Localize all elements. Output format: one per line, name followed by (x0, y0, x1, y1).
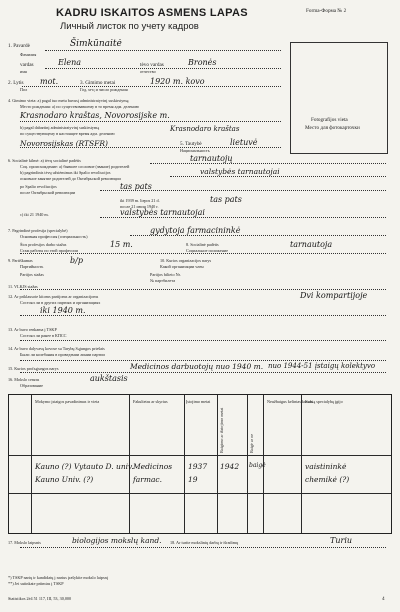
edu-row-1-completed: baigė (249, 462, 266, 469)
field-6-value-e: valstybės tarnautojai (120, 208, 205, 217)
field-4b-label-ru: по существующему в настоящее время адм. делению (20, 131, 115, 136)
field-7-label: 7. Pagrindinė profesija (specialybė) (8, 228, 68, 233)
field-6-value-d: tas pats (210, 195, 242, 204)
field-2-label: 2. Lytis (8, 80, 24, 86)
field-1-imya: имя (20, 69, 27, 74)
page-number: 4 (382, 596, 385, 602)
field-14-label: 14. Ar buvo dalyvavę kovose su Tarybų Sąjungos priešais (8, 346, 105, 351)
field-6-label: 6. Socialinė kilmė: a) tėvų socialinė padėtis (8, 158, 81, 163)
edu-header-finish-year: Baigimo ar išstojimo metai (219, 407, 224, 453)
field-4-label: 4. Gimimo vieta: a) pagal tuo metu buvusį administratyvinį suskirstymą (8, 98, 129, 103)
edu-row-1-speciality: vaistininkė (305, 462, 347, 471)
field-6-value-c: tas pats (120, 182, 152, 191)
field-10-ru: Какой организации член (160, 264, 204, 269)
field-6d-label: iki 1939 m. liepos 21 d. (120, 198, 160, 203)
field-13-ru: Состоял ли ранее в КПСС (20, 333, 67, 338)
field-10-stazas: Partijos stažas (20, 272, 44, 277)
field-9-value: b/p (70, 256, 83, 265)
field-7-stazas-ru: Стаж работы по этой профессии (20, 248, 78, 253)
field-4-value-b: Novorosijskas (RTSFR) (20, 139, 108, 148)
field-6-value-b: valstybės tarnautojai (200, 167, 280, 176)
field-4b-label: b) pagal dabartinį administratyvinį suskirstymą (20, 125, 100, 130)
field-13-label: 13. Ar buvo renkama į TSKP (8, 327, 57, 332)
edu-header-faculty: Fakultetas ar skyrius (133, 399, 168, 404)
field-2-ru: Пол (20, 87, 28, 92)
field-10-bilieto: Partijos bilieto Nr. (150, 272, 181, 277)
field-16-label: 16. Mokslo cenzas (8, 377, 40, 382)
field-5-label: 5. Tautybė (180, 141, 202, 147)
field-10-nr-ru: № партбилета (150, 278, 176, 283)
field-6e-label: c) iki 21 1940 m. (20, 212, 49, 217)
edu-row-1-institution: Kauno (?) Vytauto D. univ. (35, 462, 134, 471)
field-1-value: Šimkūnaitė (70, 39, 122, 49)
footnote-2: **) Jei sutinkate priimtas į TSKP (8, 581, 64, 586)
field-1-label-ru: Фамилия (20, 52, 37, 57)
field-12-value-2: iki 1940 m. (40, 306, 86, 315)
field-6c-label: po Spalio revoliucijos (20, 184, 57, 189)
field-2-value: mot. (40, 77, 59, 86)
edu-header-entry-year: Įstojimo metai (186, 399, 211, 404)
edu-header-completed: Baigė ar ne (249, 433, 254, 453)
form-number: Formа-Форма № 2 (306, 8, 347, 14)
field-6-ru: Соц. происхождение: а) бывшее сословие (звание) родителей (20, 164, 130, 169)
field-10-label: 10. Kurios organizacijos narys (160, 258, 212, 263)
field-6d-ru: после 21 июля 1940 г. (120, 204, 159, 209)
field-1-otchestvo: отчество (140, 69, 156, 74)
edu-row-2-entry: 19 (188, 475, 198, 484)
photo-label-ru: Место для фотокарточки (305, 125, 360, 131)
photo-label-lt: Fotografijos vieta (311, 117, 348, 123)
field-17-label: 17. Mokslo laipsnis (8, 540, 41, 545)
edu-row-1-faculty: Medicinos (133, 462, 173, 471)
field-6-value-a: tarnautojų (190, 154, 233, 163)
edu-row-2-speciality: chemikė (?) (305, 475, 350, 484)
field-1-vardas: vardas (20, 62, 34, 68)
field-4-value-a: Krasnodaro kraštas, Novorosijske m. (20, 111, 170, 120)
field-12-ru: Состоял ли в других партиях и организациях (20, 300, 101, 305)
field-1-tevo-value: Bronės (188, 58, 217, 67)
edu-header-course: Neužbaigus kelintas kursas (267, 399, 313, 404)
edu-row-1-entry: 1937 (188, 462, 208, 471)
field-5-ru: Национальность (180, 148, 210, 153)
field-8-ru: Социальное положение (186, 248, 228, 253)
field-7-value: gydytoja farmacininkė (150, 226, 241, 235)
field-11-label: 11. VLKJS stažas (8, 284, 38, 289)
field-1-label: 1. Pavardė (8, 43, 30, 49)
field-16-value: aukštasis (90, 374, 128, 383)
field-12-label: 12. Ar priklausote kitoms partijoms ar organizacijoms (8, 294, 99, 299)
field-8-value: tarnautoja (290, 240, 333, 249)
field-9-label: 9. Partiškumas (8, 258, 33, 263)
field-9-ru: Партийность (20, 264, 44, 269)
field-3-ru: Год, м-ц и число рождения (80, 87, 128, 92)
field-12-value: Dvi kompartijoje (300, 291, 368, 300)
field-15-label: 15. Kurios profsąjungos narys (8, 366, 59, 371)
field-18-value: Turiu (330, 536, 353, 545)
field-3-value: 1920 m. kovo (150, 77, 205, 86)
field-6b-ru: основное занятие родителей до Октябрьской революции (20, 176, 121, 181)
field-3-label: 3. Gimimo metai (80, 80, 116, 86)
education-table (8, 394, 392, 534)
field-14-ru: Были ли колебания в проведении линии партии (20, 352, 105, 357)
form-title-ru: Личный листок по учету кадров (60, 21, 199, 32)
edu-row-2-institution: Kauno Univ. (?) (35, 475, 94, 484)
form-title-lt: KADRU ISKAITOS ASMENS LAPAS (56, 7, 248, 19)
field-1-tevo: tėvo vardas (140, 62, 164, 68)
edu-row-2-faculty: farmac. (133, 475, 163, 484)
field-17-value: biologijos mokslų kand. (72, 536, 162, 545)
field-7-stazas-value: 15 m. (110, 240, 133, 249)
field-15-value: Medicinos darbuotojų nuo 1940 m. (130, 362, 264, 371)
field-4-label-ru: Место рождения: а) по существовавшему в то время адм. делению (20, 104, 139, 109)
field-6b-label: b) pagrindinis tėvų užsiėmimas iki Spalio revoliucijos (20, 170, 111, 175)
edu-row-1-finish: 1942 (220, 462, 240, 471)
field-8-label: 8. Socialinė padėtis (186, 242, 219, 247)
edu-header-speciality: Kokią specialybę įgijo (305, 399, 343, 404)
field-1-vardas-value: Elena (58, 58, 82, 67)
edu-header-institution: Mokymo įstaigos pavadinimas ir vieta (35, 399, 100, 404)
footer-print-info: Statistikos 2ė4 51 117, III, 53, 30,000 (8, 596, 72, 601)
field-7-stazas: Šios profesijos darbo stažas (20, 242, 67, 247)
footnote-1: *) TSKP narių ir kandidatų į narius įrašykite mokslo laipsnį (8, 575, 108, 580)
field-18-label: 18. Ar turite mokslinių darbų ir išradimų (170, 540, 239, 545)
field-4-value-b2: Krasnodaro kraštas (170, 125, 240, 133)
field-6c-ru: после Октябрьской революции (20, 190, 76, 195)
field-7-ru: Основная профессия (специальность) (20, 234, 88, 239)
photo-box (290, 42, 388, 154)
field-15-value-2: nuo 1944-51 įstaigų kolektyvo (268, 362, 376, 370)
field-5-value: lietuvė (230, 138, 258, 147)
field-16-ru: Образование (20, 383, 43, 388)
